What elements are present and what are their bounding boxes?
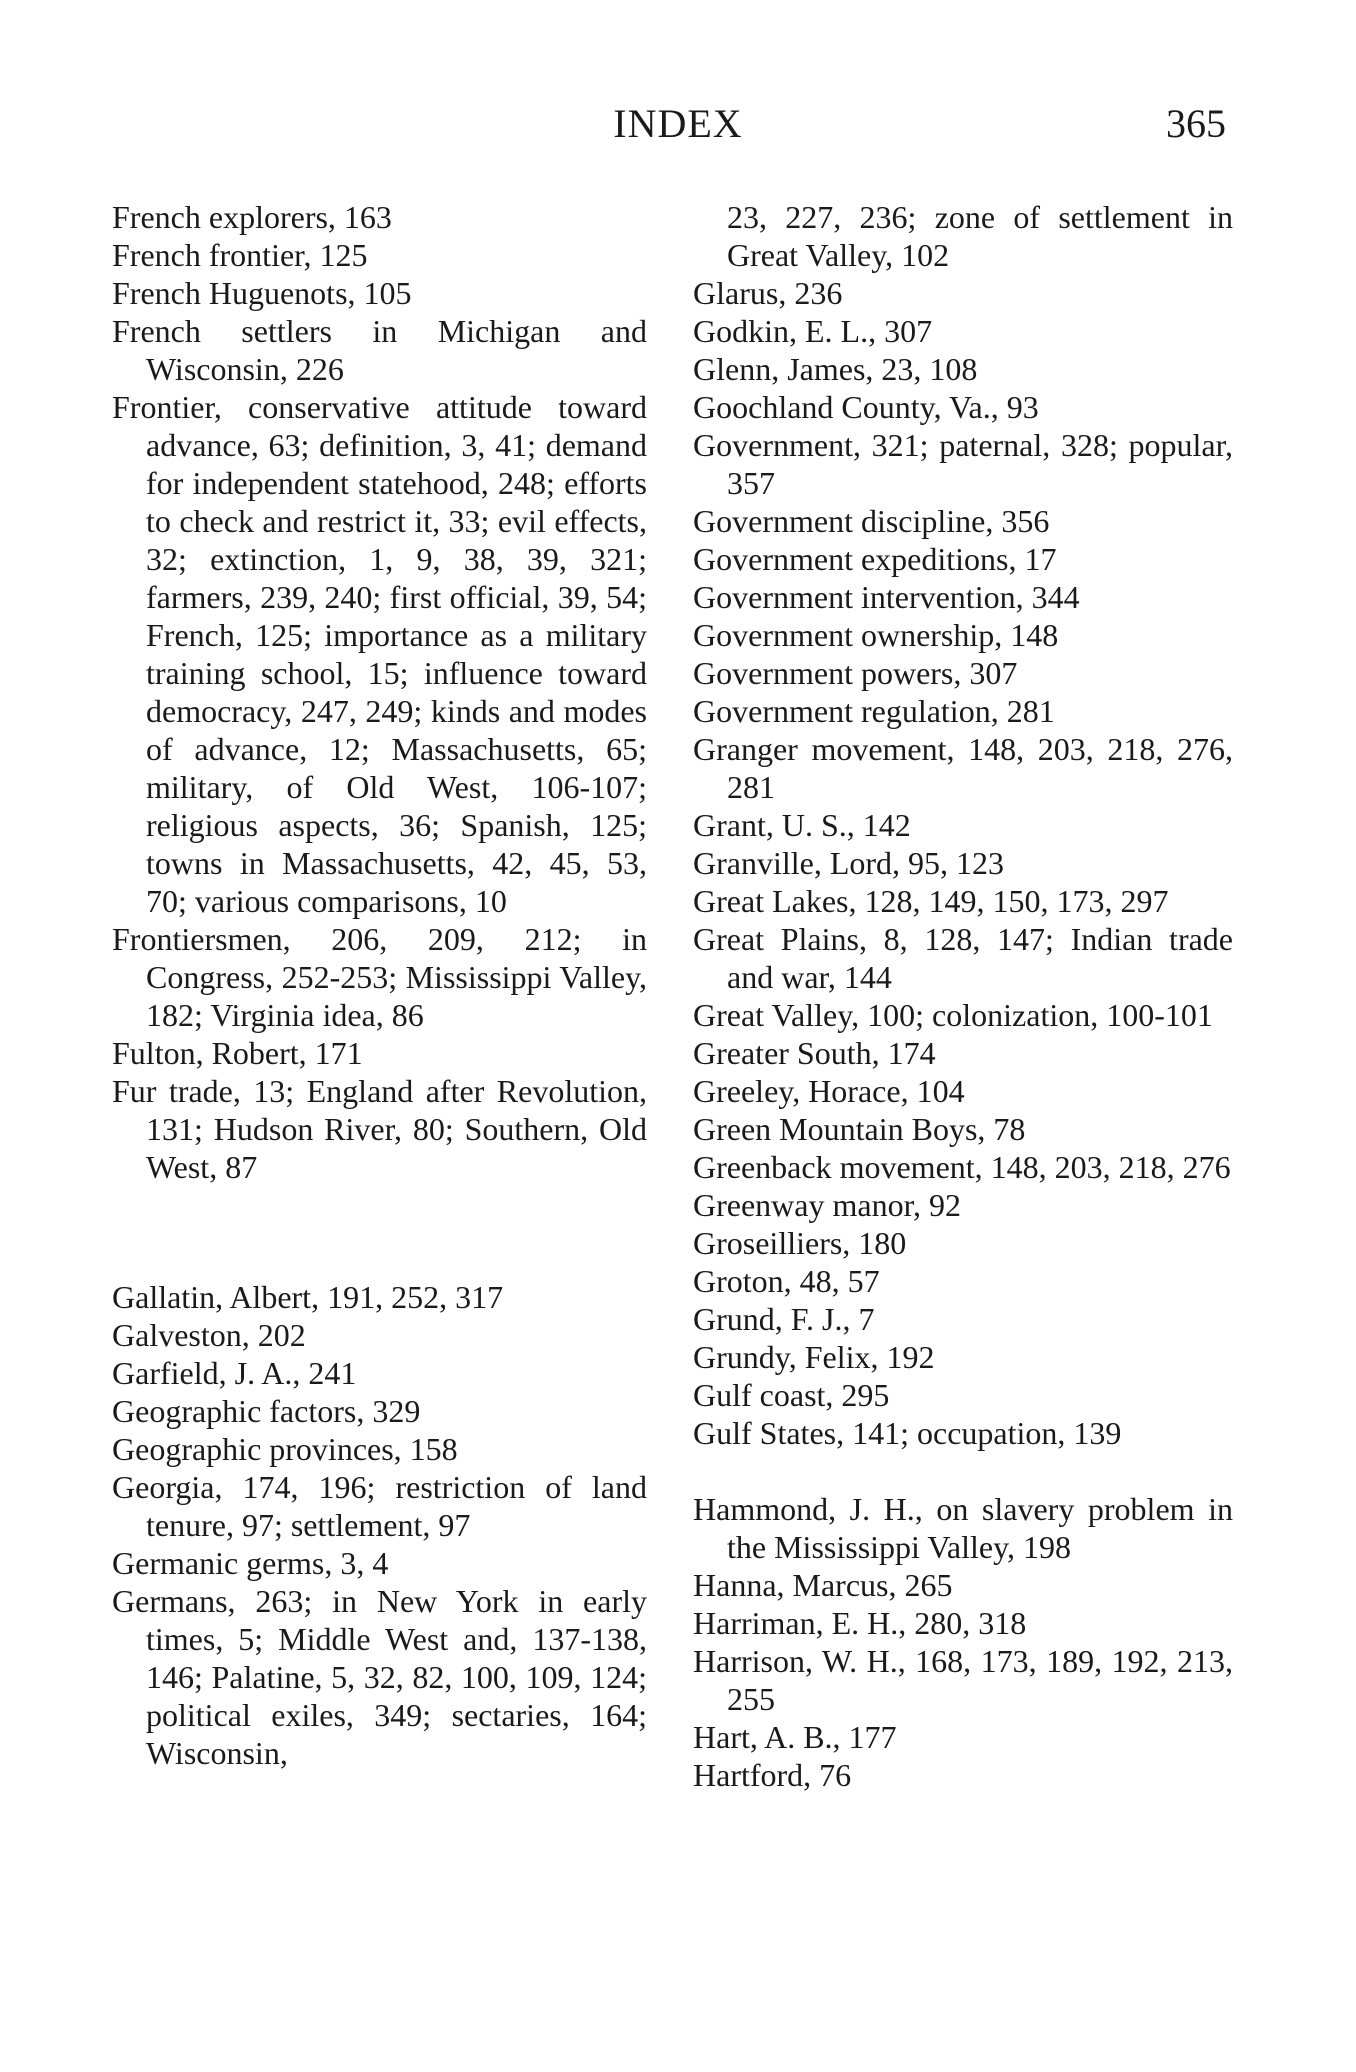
index-entry: Groseilliers, 180 [693, 1225, 907, 1261]
index-entry: Great Plains, 8, 128, 147; Indian trade and war, 144 [693, 921, 1233, 995]
section-gap [112, 1186, 647, 1278]
left-entries-group-g [112, 1278, 647, 1772]
index-entry: Government powers, 307 [693, 655, 1018, 691]
index-entry: Green Mountain Boys, 78 [693, 1111, 1026, 1147]
index-entry: Gulf coast, 295 [693, 1377, 890, 1413]
right-entries-group-h [693, 1490, 1233, 1794]
index-entry: Fulton, Robert, 171 [112, 1035, 363, 1071]
index-entry: Hart, A. B., 177 [693, 1719, 897, 1755]
index-entry: Hanna, Marcus, 265 [693, 1567, 953, 1603]
right-entries-group-g [693, 274, 1233, 1452]
left-column [112, 198, 647, 1772]
index-entry: Glarus, 236 [693, 275, 843, 311]
index-entry: Godkin, E. L., 307 [693, 313, 933, 349]
index-entry: French settlers in Michigan and Wisconsin, 226 [112, 313, 647, 387]
index-entry: Goochland County, Va., 93 [693, 389, 1039, 425]
index-entry: Frontiersmen, 206, 209, 212; in Congress, 252-253; Mississippi Valley, 182; Virginia idea, 86 [112, 921, 647, 1033]
index-entry: Hartford, 76 [693, 1757, 852, 1793]
index-entry: Government, 321; paternal, 328; popular, 357 [693, 427, 1233, 501]
index-entry: Garfield, J. A., 241 [112, 1355, 357, 1391]
index-entry: Fur trade, 13; England after Revolution, 131; Hudson River, 80; Southern, Old West, 87 [112, 1073, 647, 1185]
index-entry: Germans, 263; in New York in early times, 5; Middle West and, 137-138, 146; Palatine, 5, 32, 82, 100, 109, 124; political exiles, 349; sectaries, 164; Wisconsin, [112, 1583, 647, 1771]
index-entry: Gallatin, Albert, 191, 252, 317 [112, 1279, 504, 1315]
index-entry: Galveston, 202 [112, 1317, 306, 1353]
left-entries-group-f [112, 198, 647, 1186]
right-column [693, 198, 1233, 1794]
index-entry: Frontier, conservative attitude toward advance, 63; definition, 3, 41; demand for independent statehood, 248; efforts to check and restrict it, 33; evil effects, 32; extinction, 1, 9, 38, 39, 321; farmers, 239, 240; first official, 39, 54; French, 125; importance as a military training school, 15; influence toward democracy, 247, 249; kinds and modes of advance, 12; Massachusetts, 65; military, of Old West, 106-107; religious aspects, 36; Spanish, 125; towns in Massachusetts, 42, 45, 53, 70; various comparisons, 10 [112, 389, 647, 919]
index-entry: Government intervention, 344 [693, 579, 1080, 615]
index-entry: Gulf States, 141; occupation, 139 [693, 1415, 1122, 1451]
section-gap [693, 1452, 1233, 1490]
index-entry: Hammond, J. H., on slavery problem in the Mississippi Valley, 198 [693, 1491, 1233, 1565]
index-entry: Groton, 48, 57 [693, 1263, 880, 1299]
index-entry: Grund, F. J., 7 [693, 1301, 875, 1337]
index-entry: Greenway manor, 92 [693, 1187, 961, 1223]
continued-entry: 23, 227, 236; zone of settlement in Great Valley, 102 [727, 199, 1233, 273]
index-entry: Greeley, Horace, 104 [693, 1073, 965, 1109]
index-entry: Greater South, 174 [693, 1035, 936, 1071]
index-entry: Greenback movement, 148, 203, 218, 276 [693, 1149, 1231, 1185]
index-entry: Germanic germs, 3, 4 [112, 1545, 389, 1581]
index-entry: Grant, U. S., 142 [693, 807, 911, 843]
index-entry: Geographic provinces, 158 [112, 1431, 458, 1467]
index-entry: French frontier, 125 [112, 237, 368, 273]
index-entry: Geographic factors, 329 [112, 1393, 421, 1429]
page-number: 365 [1166, 101, 1226, 146]
index-entry: Georgia, 174, 196; restriction of land tenure, 97; settlement, 97 [112, 1469, 647, 1543]
index-entry: Great Valley, 100; colonization, 100-101 [693, 997, 1213, 1033]
index-entry: Harrison, W. H., 168, 173, 189, 192, 213, 255 [693, 1643, 1233, 1717]
index-entry: Government regulation, 281 [693, 693, 1055, 729]
index-entry: Grundy, Felix, 192 [693, 1339, 935, 1375]
index-entry: Granger movement, 148, 203, 218, 276, 281 [693, 731, 1233, 805]
index-entry: French explorers, 163 [112, 199, 392, 235]
index-entry: Harriman, E. H., 280, 318 [693, 1605, 1027, 1641]
page-title: INDEX [613, 101, 743, 146]
index-entry: Glenn, James, 23, 108 [693, 351, 978, 387]
index-entry: Government discipline, 356 [693, 503, 1050, 539]
index-entry: Government ownership, 148 [693, 617, 1059, 653]
index-entry: French Huguenots, 105 [112, 275, 412, 311]
index-entry: Granville, Lord, 95, 123 [693, 845, 1005, 881]
index-entry: Great Lakes, 128, 149, 150, 173, 297 [693, 883, 1169, 919]
index-entry: Government expeditions, 17 [693, 541, 1057, 577]
